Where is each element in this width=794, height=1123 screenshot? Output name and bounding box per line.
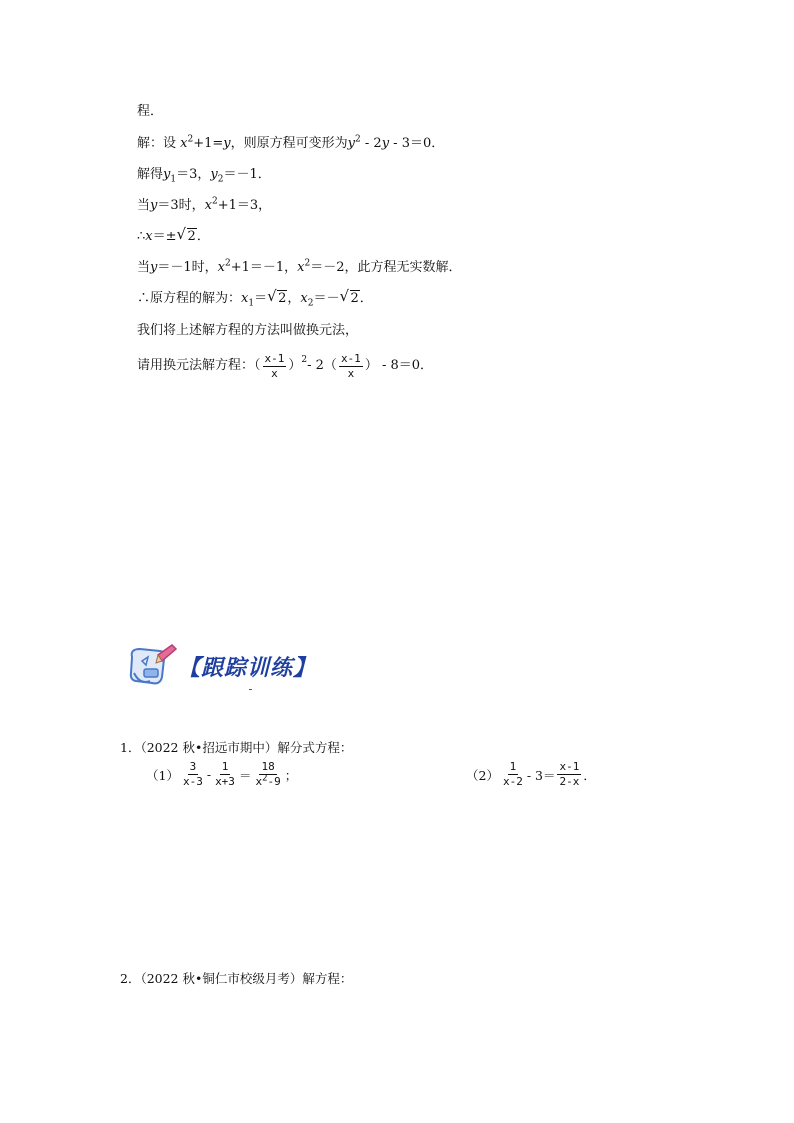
sub: 1 [248, 298, 255, 309]
text: ＝－1时， [157, 260, 218, 275]
text: ， [287, 291, 301, 306]
text: 2．（2022 秋•铜仁市校级月考）解方程： [120, 971, 353, 986]
denominator: x-2 [502, 775, 523, 788]
intro-line-8 [137, 321, 358, 341]
text: - 2（ [307, 358, 337, 373]
sub: 2 [307, 298, 314, 309]
var: x [297, 260, 305, 275]
var: x [217, 260, 225, 275]
text: +1＝－1， [230, 260, 298, 275]
operator: ＝ [238, 767, 252, 783]
numerator: 1 [221, 760, 229, 773]
exp: 2 [187, 134, 194, 145]
text: ． [359, 291, 373, 306]
text: ＝－ [313, 291, 340, 306]
var: y [347, 136, 356, 151]
question-1-part-1 [146, 760, 297, 789]
pencil-paper-icon [126, 643, 178, 689]
fraction [181, 760, 205, 789]
text: ＝3时， [157, 198, 205, 213]
exp: 2 [355, 134, 361, 145]
intro-line-4 [137, 196, 271, 216]
denominator: x [347, 366, 355, 380]
sub: 1 [170, 174, 177, 185]
sub: 2 [217, 174, 224, 185]
var: y [150, 198, 158, 213]
text: 当 [137, 198, 151, 213]
fraction [557, 760, 581, 789]
divider-mark [249, 689, 252, 690]
text: ＝3， [176, 167, 211, 182]
intro-line-9: 请用换元法解方程：（ $\frac{x-1}{x}$ ） $^2$ - 2（ $\frac{x-1}{x}$ ） - 8＝0． [137, 351, 434, 380]
text: 程． [137, 104, 164, 119]
text: ＝－1． [223, 167, 271, 182]
text: +1＝3， [217, 198, 272, 213]
denominator [253, 775, 282, 789]
var: y [381, 136, 390, 151]
radicand: 2 [187, 229, 196, 244]
denominator: 2-x [559, 775, 580, 788]
fraction [213, 760, 237, 789]
var: y [150, 260, 158, 275]
text: ∴ [137, 229, 146, 244]
denominator: x-3 [182, 775, 203, 788]
radicand: 2 [350, 291, 359, 306]
text: -9 [267, 775, 281, 788]
numerator: 1 [509, 760, 517, 773]
denominator: x [271, 366, 278, 380]
operator: - [206, 767, 212, 782]
fraction [501, 760, 525, 789]
question-1-title [120, 738, 352, 756]
numerator: 3 [189, 760, 197, 773]
var: x [300, 291, 308, 306]
numerator: 18 [261, 760, 275, 773]
radicand: 2 [278, 291, 287, 306]
text: - 3＝0． [389, 136, 445, 151]
text: 请用换元法解方程：（ [137, 358, 261, 373]
var: x [204, 198, 212, 213]
text: ＝－2，此方程无实数解． [310, 260, 462, 275]
text: 1．（2022 秋•招远市期中）解分式方程： [120, 740, 353, 755]
text: ． [583, 767, 596, 783]
text: 当 [137, 260, 151, 275]
fraction [339, 352, 363, 381]
numerator: x-1 [559, 760, 580, 773]
text: ． [196, 229, 210, 244]
denominator: x+3 [215, 775, 235, 788]
question-2-title [120, 969, 352, 987]
intro-line-6 [137, 258, 462, 278]
sqrt-expr: √ 2 [339, 287, 359, 306]
text: 解得 [137, 167, 164, 182]
text: ∴原方程的解为： [137, 291, 242, 306]
fraction [263, 352, 287, 381]
text: - 2 [360, 136, 382, 151]
text: ） [288, 358, 302, 373]
part-label: （2） [466, 767, 499, 783]
sqrt-expr: √ 2 [176, 225, 196, 244]
exp: 2 [225, 258, 231, 269]
sqrt-expr: √ 2 [267, 287, 287, 306]
exp: 2 [262, 773, 268, 784]
numerator: x-1 [340, 351, 361, 365]
numerator: x-1 [264, 351, 285, 365]
section-banner [126, 643, 316, 689]
fraction [253, 760, 282, 789]
var: y [210, 167, 218, 182]
text: 解：设 [137, 136, 181, 151]
text: ＝ [254, 291, 268, 306]
part-label: （1） [146, 767, 179, 783]
operator: - 3＝ [526, 767, 556, 783]
intro-line-2 [137, 134, 444, 154]
question-1-part-2 [466, 760, 596, 789]
exp: 2 [212, 196, 218, 207]
intro-line-7 [137, 289, 373, 309]
text: 我们将上述解方程的方法叫做换元法， [137, 323, 359, 338]
var: y [163, 167, 171, 182]
text: +1= [193, 136, 224, 151]
var: x [241, 291, 249, 306]
exp: 2 [304, 258, 311, 269]
text: ＝± [152, 229, 177, 244]
banner-title: 【跟踪训练】 [178, 655, 317, 681]
var: x [145, 229, 153, 244]
var: x [180, 136, 188, 151]
intro-line-3 [137, 165, 271, 185]
text: ，则原方程可变形为 [230, 136, 348, 151]
intro-line-1 [137, 102, 163, 122]
text: ） - 8＝0． [364, 358, 434, 373]
text: x [255, 775, 263, 788]
intro-line-5 [137, 227, 210, 247]
text: ； [284, 767, 298, 783]
var: y [223, 136, 231, 151]
